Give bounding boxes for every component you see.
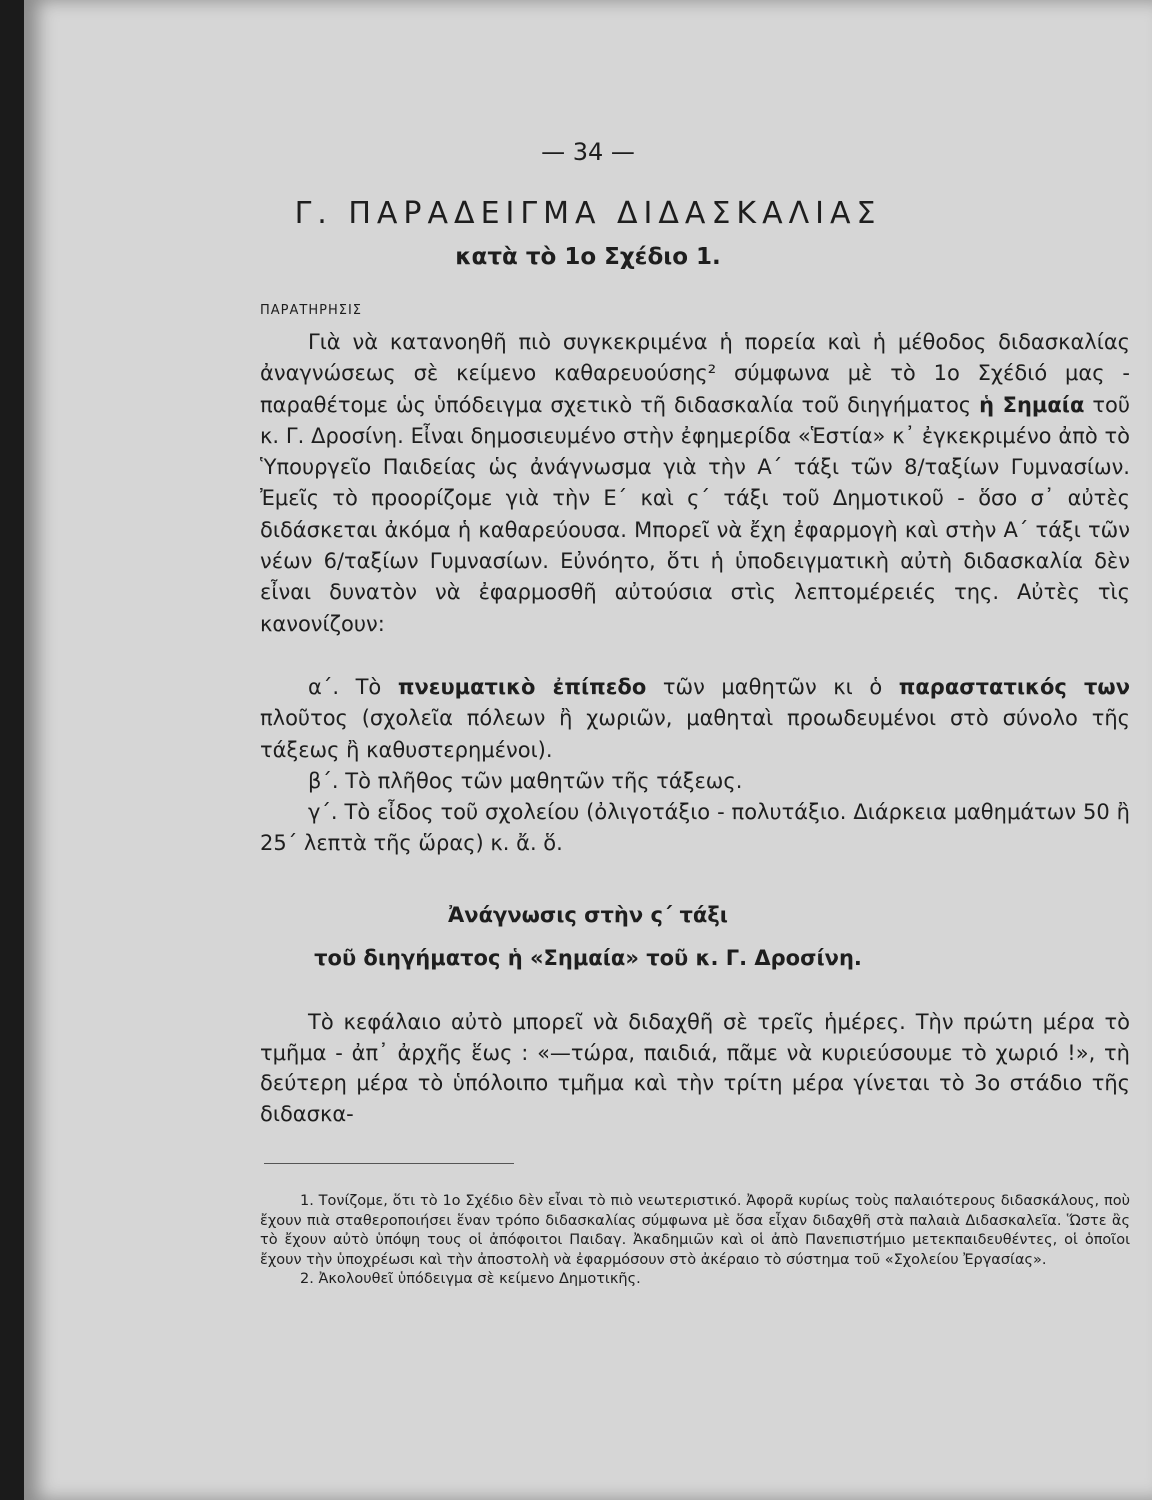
intro-paragraph [260, 327, 1130, 640]
chapter-title: Γ. ΠΑΡΑΔΕΙΓΜΑ ΔΙΔΑΣΚΑΛΙΑΣ [294, 196, 882, 231]
intro-text-part1: Γιὰ νὰ κατανοηθῆ πιὸ συγκεκριμένα ἡ πορεία καὶ ἡ μέθοδος διδασκαλίας ἀναγνώσεως σὲ κείμενο καθαρευούσης² σύμφωνα μὲ τὸ 1ο Σχέδιό μας - παραθέτομε ὡς ὑπόδειγμα σχετικὸ τῆ διδασκαλία τοῦ διηγήματος [260, 330, 1130, 417]
lesson-paragraph [260, 1007, 1130, 1129]
footnote-divider [264, 1163, 514, 1164]
page-number: — 34 — [541, 138, 635, 166]
chapter-subtitle: κατὰ τὸ 1ο Σχέδιο 1. [455, 244, 721, 270]
list-item-a-prefix: α΄. Τὸ [308, 675, 398, 699]
list-item-a-mid: τῶν μαθητῶν κι ὁ [646, 675, 899, 699]
footnote-2: 2. Ἀκολουθεῖ ὑπόδειγμα σὲ κείμενο Δημοτικῆς. [300, 1271, 641, 1287]
list-item-a [260, 672, 1130, 766]
list-item-c: γ΄. Τὸ εἶδος τοῦ σχολείου (ὀλιγοτάξιο - πολυτάξιο. Διάρκεια μαθημάτων 50 ἢ 25΄ λεπτὰ τῆς ὥρας) κ. ἄ. ὅ. [260, 800, 1130, 856]
list-item-a-bold2: παραστατικός των [898, 675, 1130, 699]
footnotes [260, 1192, 1130, 1290]
book-page [24, 0, 1152, 1500]
section-heading: Ἀνάγνωσις στὴν ς΄ τάξι [448, 903, 728, 927]
list-item-a-bold1: πνευματικὸ ἐπίπεδο [397, 675, 647, 699]
remark-label: ΠΑΡΑΤΗΡΗΣΙΣ [260, 303, 362, 318]
story-title: ἡ Σημαία [979, 392, 1085, 417]
list-item-b: β΄. Τὸ πλῆθος τῶν μαθητῶν τῆς τάξεως. [308, 768, 743, 793]
list-item-a-rest: πλοῦτος (σχολεῖα πόλεων ἢ χωριῶν, μαθηταὶ προωδευμένοι στὸ σύνολο τῆς τάξεως ἢ καθυστερημένοι). [260, 706, 1130, 762]
intro-text-part2: τοῦ κ. Γ. Δροσίνη. Εἶναι δημοσιευμένο στὴν ἐφημερίδα «Ἑστία» κ᾿ ἐγκεκριμένο ἀπὸ τὸ Ὑπουργεῖο Παιδείας ὡς ἀνάγνωσμα γιὰ τὴν Α΄ τάξι τῶν 8/ταξίων Γυμνασίων. Ἐμεῖς τὸ προορίζομε γιὰ τὴν Ε΄ καὶ ς΄ τάξι τοῦ Δημοτικοῦ - ὅσο σ᾿ αὐτὲς διδάσκεται ἀκόμα ἡ καθαρεύουσα. Μπορεῖ νὰ ἔχη ἐφαρμογὴ καὶ στὴν Α΄ τάξι τῶν νέων 6/ταξίων Γυμνασίων. Εὐνόητο, ὅτι ἡ ὑποδειγματικὴ αὐτὴ διδασκαλία δὲν εἶναι δυνατὸν νὰ ἐφαρμοσθῆ αὐτούσια στὶς λεπτομέρειές της. Αὐτὲς τὶς κανονίζουν: [260, 392, 1130, 636]
footnote-1: 1. Τονίζομε, ὅτι τὸ 1ο Σχέδιο δὲν εἶναι τὸ πιὸ νεωτεριστικό. Ἀφορᾶ κυρίως τοὺς παλαιότερους διδασκάλους, ποὺ ἔχουν πιὰ σταθεροποιήσει ἕναν τρόπο διδασκαλίας σύμφωνα μὲ ὅσα εἶχαν διδαχθῆ στὰ παλαιὰ Διδασκαλεῖα. Ὥστε ἂς τὸ ἔχουν αὐτὸ ὑπόψη τους οἱ ἀπόφοιτοι Παιδαγ. Ἀκαδημιῶν καὶ οἱ ἀπὸ Πανεπιστήμιο μετεκπαιδευθέντες, οἱ ὁποῖοι ἔχουν τὴν ὑποχρέωσι καὶ τὴν ἀποστολὴ νὰ ἐφαρμόσουν στὸ ἀκέραιο τὸ σύστημα τοῦ «Σχολείου Ἐργασίας». [260, 1193, 1130, 1268]
lesson-text: Τὸ κεφάλαιο αὐτὸ μπορεῖ νὰ διδαχθῆ σὲ τρεῖς ἡμέρες. Τὴν πρώτη μέρα τὸ τμῆμα - ἀπ᾿ ἀρχῆς ἕως : «—τώρα, παιδιά, πᾶμε νὰ κυριεύσουμε τὸ χωριό !», τὴ δεύτερη μέρα τὸ ὑπόλοιπο τμῆμα καὶ τὴν τρίτη μέρα γίνεται τὸ 3ο στάδιο τῆς διδασκα- [260, 1010, 1130, 1126]
section-subheading: τοῦ διηγήματος ἡ «Σημαία» τοῦ κ. Γ. Δροσίνη. [314, 946, 862, 970]
factors-list [260, 672, 1130, 860]
